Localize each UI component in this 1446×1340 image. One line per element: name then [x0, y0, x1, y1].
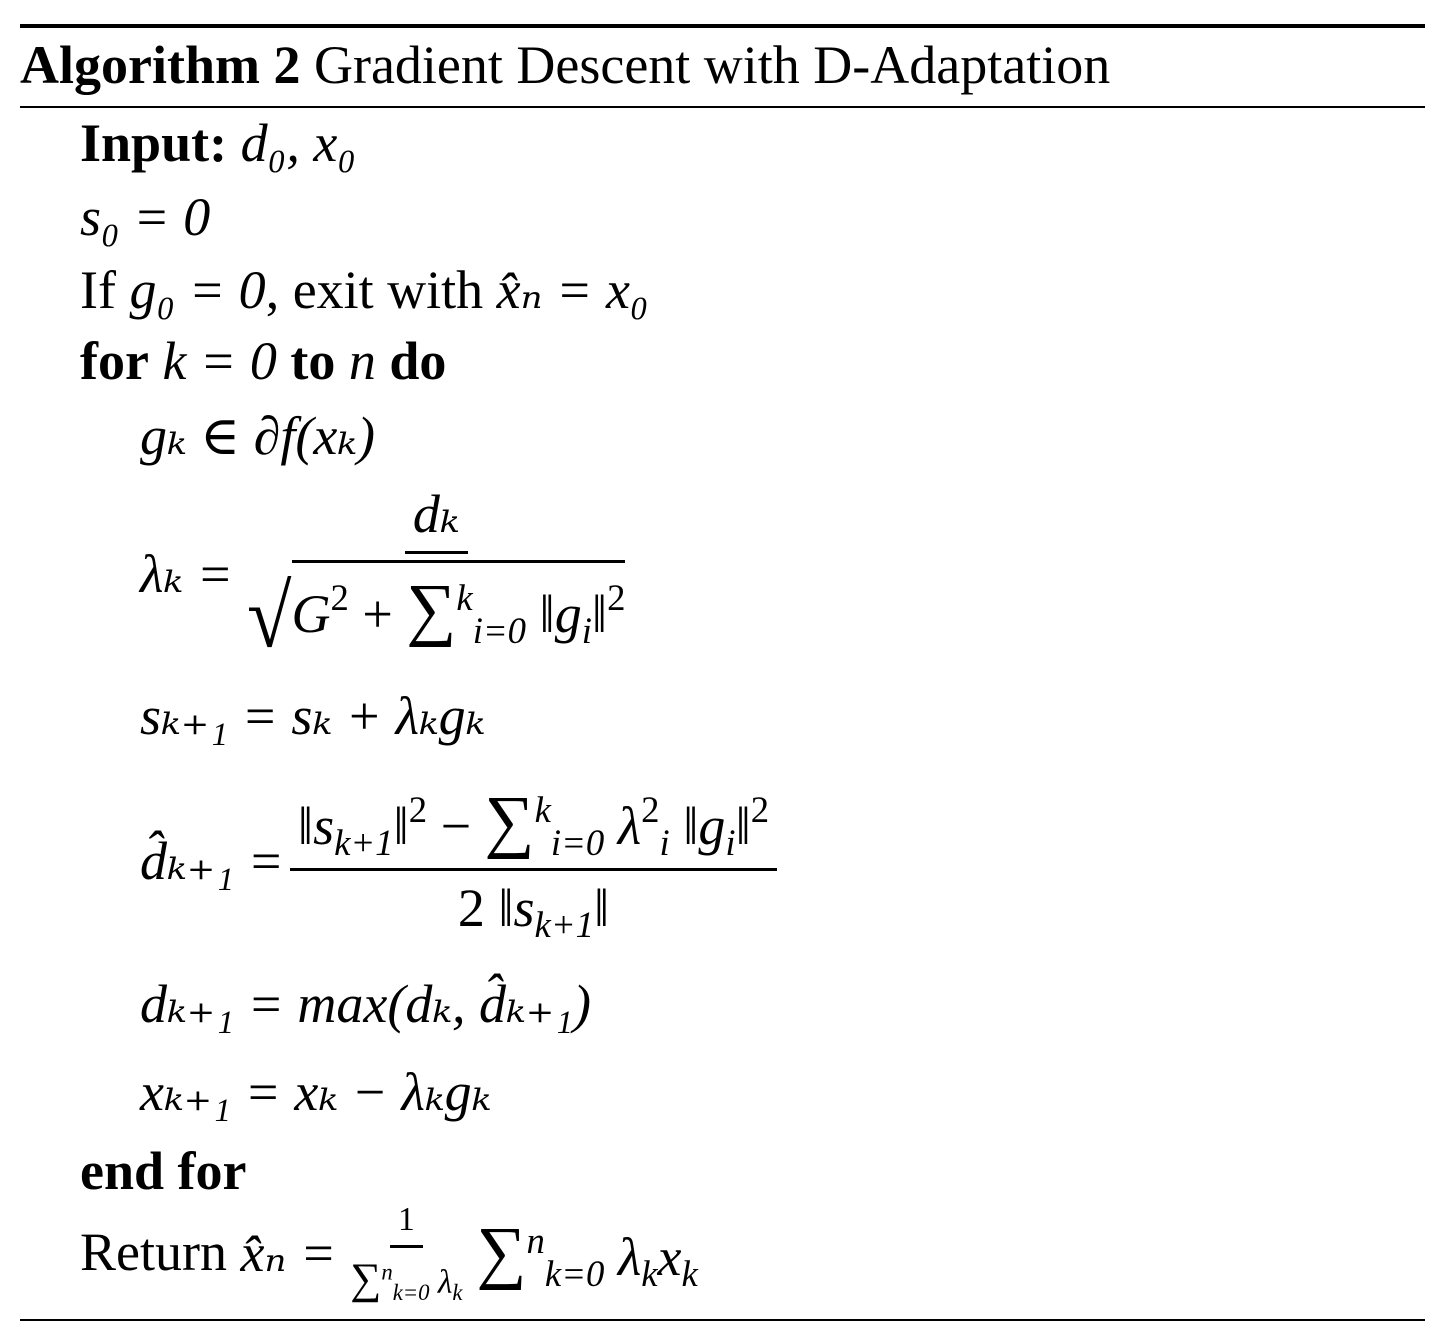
return-keyword: Return	[80, 1222, 227, 1282]
end-for-line	[80, 1140, 246, 1202]
dhat-lhs: d̂ₖ₊₁ =	[140, 830, 284, 891]
return-lhs: x̂ₙ =	[240, 1222, 337, 1283]
return-line	[80, 1200, 698, 1305]
dhat-line	[140, 770, 783, 950]
caption-rule	[20, 106, 1425, 108]
d-update: dₖ₊₁ = max(dₖ, d̂ₖ₊₁)	[140, 974, 592, 1034]
return-denominator: ∑$^n_{k=0}$ $\lambda_k$	[350, 1254, 463, 1305]
algorithm-label: Algorithm 2	[20, 35, 301, 95]
gradient-line	[140, 404, 375, 467]
for-range-end: n	[348, 331, 376, 391]
to-keyword: to	[290, 331, 336, 391]
init-s: s₀ = 0	[80, 187, 211, 247]
if-result: x̂ₙ = x₀	[496, 260, 649, 320]
s-update: sₖ₊₁ = sₖ + λₖgₖ	[140, 686, 486, 746]
end-for-keyword: end for	[80, 1141, 247, 1201]
return-fraction	[342, 1201, 470, 1304]
if-line	[80, 258, 649, 321]
lambda-lhs: λₖ =	[140, 543, 234, 604]
do-keyword: do	[389, 331, 447, 391]
sqrt-symbol: √	[247, 567, 292, 667]
for-range-start: k = 0	[162, 331, 277, 391]
dhat-numerator: $‖s_{k+1}‖^2 - \sum^k_{i=0}$ $\lambda^2_i$ $‖g_i‖^2$	[290, 781, 777, 871]
s-update-line	[140, 684, 485, 747]
lambda-denominator	[239, 554, 633, 667]
d-update-line	[140, 972, 591, 1035]
x-update: xₖ₊₁ = xₖ − λₖgₖ	[140, 1062, 492, 1122]
dhat-fraction	[290, 781, 777, 946]
if-condition: g₀ = 0	[129, 260, 266, 320]
input-keyword: Input:	[80, 113, 228, 173]
x-update-line	[140, 1060, 491, 1123]
input-line	[80, 112, 356, 174]
input-args: d₀, x₀	[240, 113, 357, 173]
return-sum: ∑$^n_{k=0}$ $\lambda_kx_k$	[476, 1212, 698, 1294]
algorithm-title: Gradient Descent with D-Adaptation	[313, 35, 1111, 95]
lambda-line	[140, 478, 639, 668]
if-prefix: If	[80, 260, 116, 320]
return-numerator: 1	[390, 1201, 423, 1248]
bottom-rule	[20, 1319, 1425, 1321]
algorithm-caption	[20, 30, 1110, 100]
top-rule	[20, 24, 1425, 28]
lambda-radicand: $G^2 + \sum^k_{i=0}$ $‖g_i‖^2$	[292, 560, 626, 650]
if-exit-text: , exit with	[265, 260, 484, 320]
gradient-expr: gₖ ∈ ∂f(xₖ)	[140, 406, 375, 466]
for-line	[80, 330, 446, 392]
lambda-fraction	[239, 482, 633, 667]
lambda-numerator: dₖ	[405, 482, 468, 554]
for-keyword: for	[80, 331, 149, 391]
init-s-line	[80, 186, 210, 248]
dhat-denominator: 2 $‖s_{k+1}‖$	[457, 878, 610, 946]
